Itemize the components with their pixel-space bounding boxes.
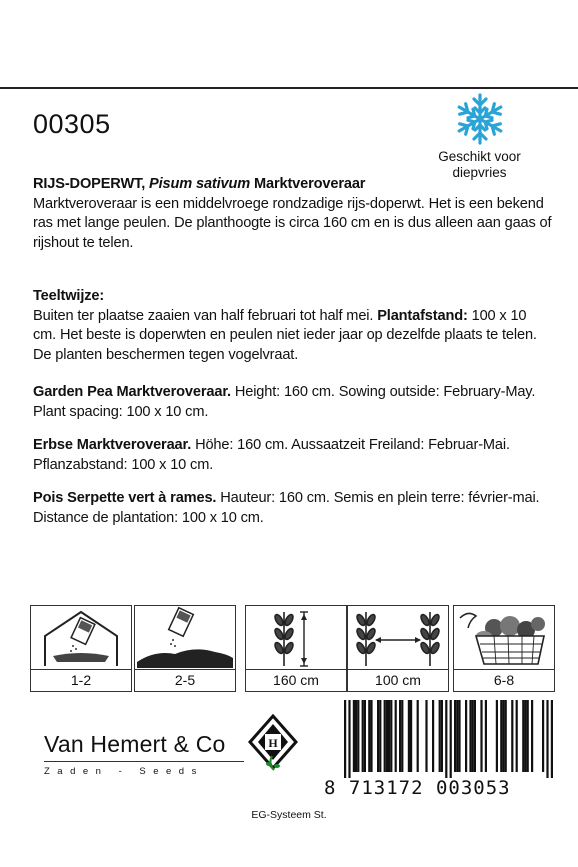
cultivation-text: Buiten ter plaatse zaaien van half februari tot half mei. Plantafstand: 100 x 10 cm. Het beste is doperwten en peulen niet ieder jaar op dezelfde plaats te telen. De planten beschermen tegen vogelvraat.: [33, 307, 537, 363]
translation-en: Garden Pea Marktveroveraar. Height: 160 cm. Sowing outside: February-May. Plant spacing: 100 x 10 cm.: [33, 384, 536, 420]
translation-de: Erbse Marktveroveraar. Höhe: 160 cm. Aussaatzeit Freiland: Februar-Mai. Pflanzabstand: 100 x 10 cm.: [33, 437, 510, 473]
barcode-bar: [388, 700, 390, 772]
barcode-bar: [370, 700, 372, 772]
barcode-bar: [522, 700, 524, 772]
barcode-bar: [531, 700, 533, 772]
barcode-bar: [524, 700, 526, 772]
sowing-indoor-box: [30, 605, 132, 692]
barcode-bar: [516, 700, 518, 772]
barcode-bar: [410, 700, 412, 772]
barcode-bar: [425, 700, 427, 772]
icon-caption: 100 cm: [348, 669, 448, 691]
icon-caption: 6-8: [454, 669, 554, 691]
harvest-box: [453, 605, 555, 692]
barcode-bar: [450, 700, 452, 778]
description-section: [33, 175, 553, 253]
icon-caption: 2-5: [135, 669, 235, 691]
sowing-outdoor-box: [134, 605, 236, 692]
seed-packet-tray-icon: [31, 606, 131, 670]
product-code: 00305: [33, 109, 111, 139]
plant-height-box: [245, 605, 347, 692]
cultivation-heading: Teeltwijze:: [33, 288, 105, 304]
barcode-bar: [386, 700, 388, 772]
barcode-bar: [408, 700, 410, 772]
certification-text: EG-Systeem St.: [251, 809, 327, 821]
barcode-bar: [505, 700, 507, 772]
barcode-bar: [456, 700, 458, 772]
barcode-number: 8 713172 003053: [324, 777, 511, 799]
barcode-bar: [445, 700, 447, 778]
seed-packet-soil-icon: [135, 606, 235, 670]
barcode-bar: [344, 700, 346, 778]
icon-caption: 1-2: [31, 669, 131, 691]
barcode-bar: [441, 700, 443, 772]
freezer-badge: [422, 93, 537, 181]
barcode-bar: [395, 700, 397, 772]
barcode-bar: [379, 700, 381, 772]
barcode-bar: [474, 700, 476, 772]
plant-spacing-box: [347, 605, 449, 692]
barcode-bar: [390, 700, 392, 772]
barcode-bar: [377, 700, 379, 772]
barcode-bar: [362, 700, 364, 772]
barcode-bar: [401, 700, 403, 772]
barcode-bar: [355, 700, 357, 772]
translation-fr: Pois Serpette vert à rames. Hauteur: 160 cm. Semis en plein terre: février-mai. Distance de plantation: 100 x 10 cm.: [33, 490, 540, 526]
barcode-bar: [480, 700, 482, 772]
barcode-bar: [542, 700, 544, 772]
barcode-bar: [364, 700, 366, 772]
harvest-basket-icon: [454, 606, 554, 670]
barcode-bar: [432, 700, 434, 772]
barcode-bar: [465, 700, 467, 772]
barcode-bar: [485, 700, 487, 772]
barcode-bar: [454, 700, 456, 772]
svg-text:H: H: [268, 736, 278, 750]
freeze-label-line2: diepvries: [452, 165, 507, 180]
barcode-bar: [348, 700, 350, 778]
top-divider: [0, 87, 578, 89]
description-text: Marktveroveraar is een middelvroege rondzadige rijs-doperwt. Het is een bekend ras met lange peulen. De planthoogte is circa 160 cm en is dus alleen aan gaas of rijshout te telen.: [33, 195, 552, 251]
barcode-bar: [439, 700, 441, 772]
barcode: [340, 700, 556, 778]
barcode-bar: [496, 700, 498, 772]
barcode-bar: [546, 700, 548, 778]
brand-tagline: Zaden - Seeds: [44, 766, 204, 777]
plant-spacing-icon: [348, 606, 448, 670]
cultivation-section: [33, 287, 553, 365]
plant-height-icon: [246, 606, 346, 670]
brand-name: Van Hemert & Co: [44, 731, 226, 757]
barcode-bar: [527, 700, 529, 772]
barcode-bar: [469, 700, 471, 772]
barcode-bar: [357, 700, 359, 772]
product-title: RIJS-DOPERWT, Pisum sativum Marktveroveraar: [33, 176, 366, 192]
barcode-bar: [472, 700, 474, 772]
barcode-bar: [511, 700, 513, 772]
barcode-bar: [399, 700, 401, 772]
barcode-bar: [502, 700, 504, 772]
vhc-diamond-logo-icon: [248, 714, 298, 777]
barcode-bar: [551, 700, 553, 778]
snowflake-icon: [454, 93, 506, 145]
icon-caption: 160 cm: [246, 669, 346, 691]
barcode-bar: [353, 700, 355, 772]
freeze-label-line1: Geschikt voor: [438, 149, 521, 164]
barcode-bar: [500, 700, 502, 772]
barcode-bar: [384, 700, 386, 772]
brand-divider: [44, 761, 244, 762]
barcode-bar: [368, 700, 370, 772]
barcode-bar: [417, 700, 419, 772]
barcode-bar: [458, 700, 460, 772]
